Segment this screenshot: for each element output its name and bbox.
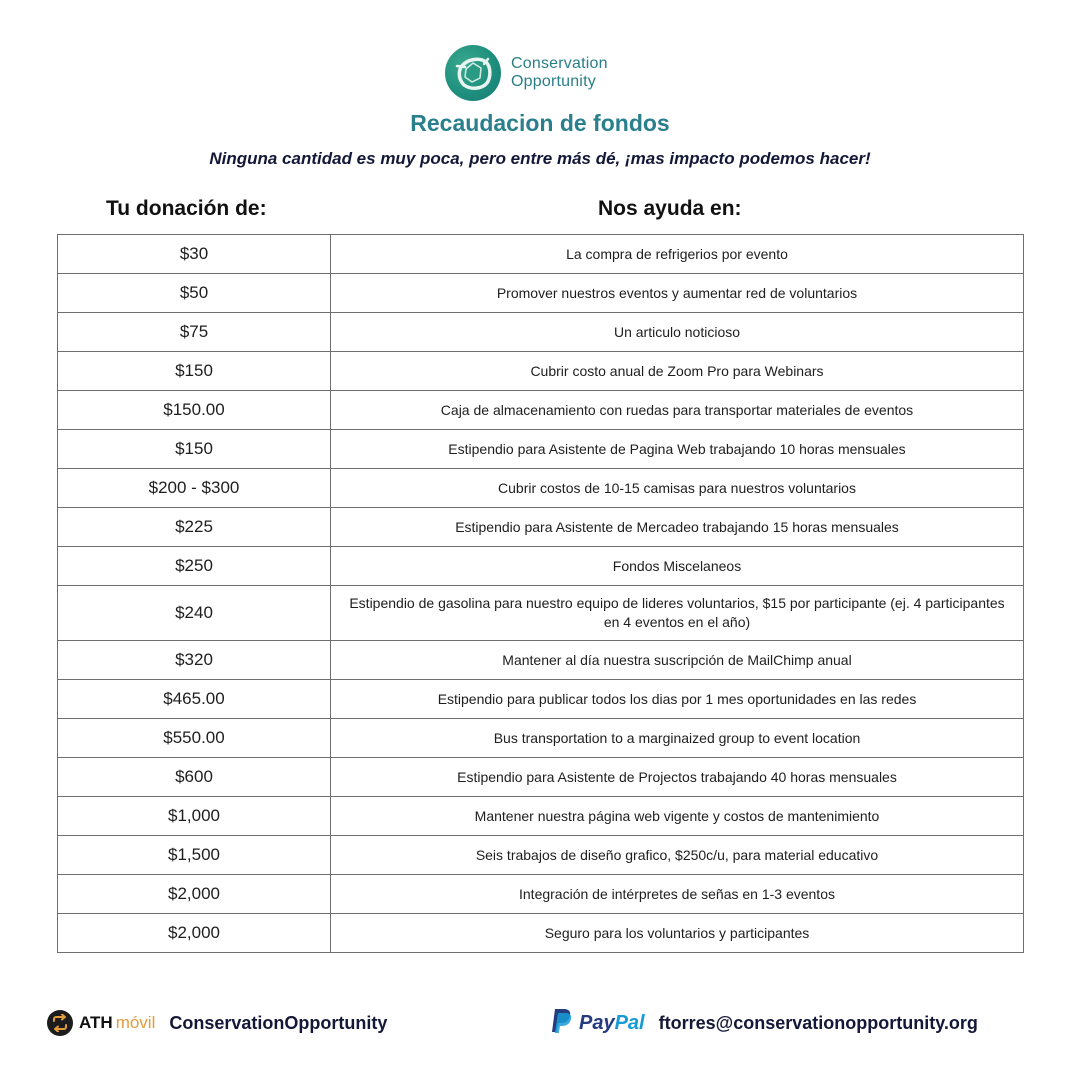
donation-description: Cubrir costo anual de Zoom Pro para Webinars bbox=[331, 352, 1024, 391]
donation-description: Caja de almacenamiento con ruedas para transportar materiales de eventos bbox=[331, 391, 1024, 430]
table-row bbox=[58, 758, 1024, 797]
donation-description: Mantener nuestra página web vigente y costos de mantenimiento bbox=[331, 797, 1024, 836]
brand-logo bbox=[445, 45, 608, 101]
donation-description: Seguro para los voluntarios y participantes bbox=[331, 914, 1024, 953]
table-row bbox=[58, 352, 1024, 391]
page-subtitle: Ninguna cantidad es muy poca, pero entre más dé, ¡mas impacto podemos hacer! bbox=[209, 149, 871, 168]
table-row bbox=[58, 641, 1024, 680]
paypal-wordmark bbox=[579, 1012, 645, 1035]
donation-amount: $550.00 bbox=[58, 719, 331, 758]
donation-amount: $240 bbox=[58, 586, 331, 641]
donation-description: Mantener al día nuestra suscripción de MailChimp anual bbox=[331, 641, 1024, 680]
donation-amount: $150 bbox=[58, 430, 331, 469]
brand-name-line2: Opportunity bbox=[511, 73, 596, 90]
donation-description: Estipendio para Asistente de Pagina Web trabajando 10 horas mensuales bbox=[331, 430, 1024, 469]
brand-name bbox=[511, 55, 608, 91]
table-row bbox=[58, 235, 1024, 274]
ath-movil-arrows-icon bbox=[47, 1010, 73, 1036]
donation-description: Cubrir costos de 10-15 camisas para nuestros voluntarios bbox=[331, 469, 1024, 508]
donation-description: Fondos Miscelaneos bbox=[331, 547, 1024, 586]
donation-description: Estipendio para Asistente de Mercadeo trabajando 15 horas mensuales bbox=[331, 508, 1024, 547]
donation-amount: $75 bbox=[58, 313, 331, 352]
table-row bbox=[58, 836, 1024, 875]
column-header-donation: Tu donación de: bbox=[106, 197, 267, 220]
paypal-wordmark-pay: Pay bbox=[579, 1012, 615, 1034]
donation-amount: $225 bbox=[58, 508, 331, 547]
table-row bbox=[58, 680, 1024, 719]
donation-amount: $200 - $300 bbox=[58, 469, 331, 508]
table-row bbox=[58, 313, 1024, 352]
column-header-helps: Nos ayuda en: bbox=[598, 197, 742, 220]
hands-circle-logo-icon bbox=[445, 45, 501, 101]
donation-description: Bus transportation to a marginaized group to event location bbox=[331, 719, 1024, 758]
donation-amount: $50 bbox=[58, 274, 331, 313]
donation-amount: $2,000 bbox=[58, 875, 331, 914]
page-title: Recaudacion de fondos bbox=[410, 110, 670, 136]
donation-description: Seis trabajos de diseño grafico, $250c/u, para material educativo bbox=[331, 836, 1024, 875]
table-row bbox=[58, 274, 1024, 313]
donation-amount: $600 bbox=[58, 758, 331, 797]
donation-description: Integración de intérpretes de señas en 1-3 eventos bbox=[331, 875, 1024, 914]
donation-amount: $250 bbox=[58, 547, 331, 586]
ath-movil-payment bbox=[47, 1010, 387, 1036]
brand-name-line1: Conservation bbox=[511, 55, 608, 72]
paypal-email: ftorres@conservationopportunity.org bbox=[658, 1013, 978, 1033]
paypal-wordmark-pal: Pal bbox=[614, 1012, 645, 1034]
donation-description: Promover nuestros eventos y aumentar red de voluntarios bbox=[331, 274, 1024, 313]
table-row bbox=[58, 547, 1024, 586]
donation-description: Estipendio para Asistente de Projectos trabajando 40 horas mensuales bbox=[331, 758, 1024, 797]
table-row bbox=[58, 469, 1024, 508]
donation-table bbox=[57, 234, 1024, 953]
ath-movil-wordmark bbox=[79, 1013, 155, 1033]
table-row bbox=[58, 430, 1024, 469]
donation-description: Estipendio para publicar todos los dias por 1 mes oportunidades en las redes bbox=[331, 680, 1024, 719]
table-row bbox=[58, 914, 1024, 953]
table-row bbox=[58, 586, 1024, 641]
donation-description: Un articulo noticioso bbox=[331, 313, 1024, 352]
ath-movil-handle: ConservationOpportunity bbox=[169, 1012, 388, 1033]
donation-amount: $2,000 bbox=[58, 914, 331, 953]
donation-description: Estipendio de gasolina para nuestro equipo de lideres voluntarios, $15 por participante (ej. 4 participantes en 4 eventos en el año) bbox=[331, 586, 1024, 641]
table-row bbox=[58, 875, 1024, 914]
donation-amount: $320 bbox=[58, 641, 331, 680]
donation-amount: $30 bbox=[58, 235, 331, 274]
ath-wordmark-bold: ATH bbox=[79, 1013, 113, 1032]
ath-wordmark-light: móvil bbox=[115, 1013, 156, 1032]
table-row bbox=[58, 797, 1024, 836]
donation-amount: $1,500 bbox=[58, 836, 331, 875]
donation-amount: $150.00 bbox=[58, 391, 331, 430]
donation-amount: $465.00 bbox=[58, 680, 331, 719]
table-row bbox=[58, 508, 1024, 547]
donation-description: La compra de refrigerios por evento bbox=[331, 235, 1024, 274]
donation-amount: $150 bbox=[58, 352, 331, 391]
table-row bbox=[58, 719, 1024, 758]
table-row bbox=[58, 391, 1024, 430]
donation-amount: $1,000 bbox=[58, 797, 331, 836]
paypal-payment bbox=[551, 1008, 978, 1039]
paypal-p-icon bbox=[551, 1008, 573, 1039]
